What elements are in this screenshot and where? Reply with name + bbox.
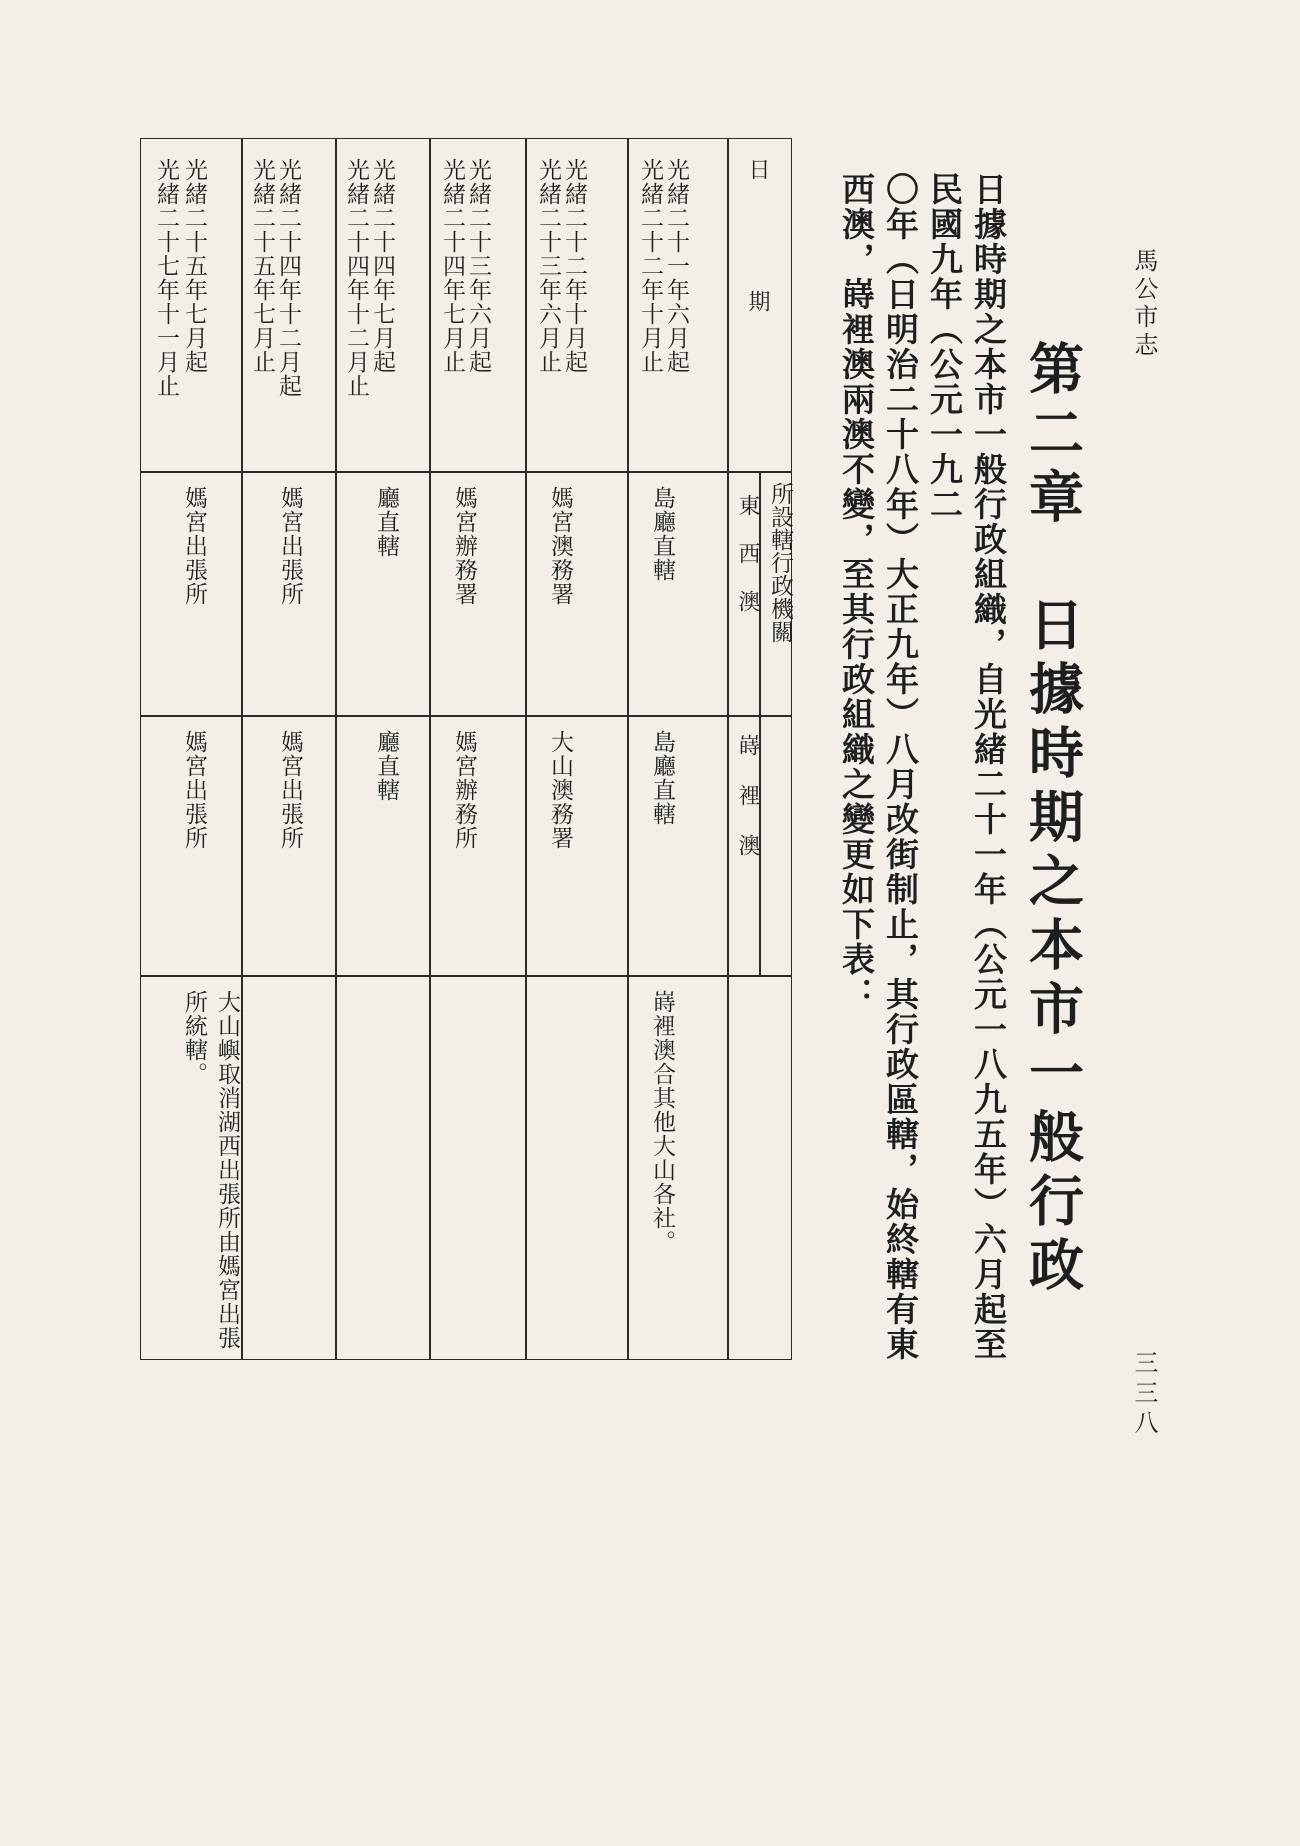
row1-date-end: 光緒二十二年十月止: [637, 158, 663, 374]
row2-date-end: 光緒二十三年六月止: [535, 158, 561, 374]
row3-east-west: 媽宮辦務署: [451, 486, 477, 606]
row6-date-end: 光緒二十七年十一月止: [153, 158, 179, 398]
row4-date-end: 光緒二十四年十二月止: [343, 158, 369, 398]
row3-date-start: 光緒二十三年六月起: [465, 158, 491, 374]
row6-date-start: 光緒二十五年七月起: [181, 158, 207, 374]
row4-shili: 廳直轄: [373, 730, 399, 802]
row5-shili: 媽宮出張所: [277, 730, 303, 850]
header-shili: 嵵裡澳: [735, 734, 760, 884]
intro-paragraph: [834, 172, 1010, 1392]
row6-note: 大山嶼取消湖西出張所由媽宮出張所統轄。: [181, 990, 240, 1350]
row5-date-start: 光緒二十四年十二月起: [275, 158, 301, 398]
book-title: 馬公市志: [1130, 248, 1158, 360]
row1-date-start: 光緒二十一年六月起: [663, 158, 689, 374]
row3-shili: 媽宮辦務所: [451, 730, 477, 850]
chapter-title: 第二章 日據時期之本市一般行政: [1020, 340, 1085, 1300]
bleed-through-texture: [1160, 150, 1190, 1650]
row2-date-start: 光緒二十二年十月起: [561, 158, 587, 374]
row4-date-start: 光緒二十四年七月起: [369, 158, 395, 374]
administration-table: [140, 138, 792, 1360]
page-number: 三三八: [1130, 1350, 1158, 1440]
row6-shili: 媽宮出張所: [181, 730, 207, 850]
row1-shili: 島廳直轄: [649, 730, 675, 826]
intro-line-2: 〇年（日明治二十八年）大正九年）八月改街制止，其行政區轄，始終轄有東西澳，嵵裡澳兩澳不變，至其行政組織之變更如下表：: [837, 172, 920, 1362]
row4-east-west: 廳直轄: [373, 486, 399, 558]
intro-line-1: 日據時期之本市一般行政組織，自光緒二十一年（公元一八九五年）六月起至民國九年（公元一九二: [925, 172, 1008, 1362]
row3-date-end: 光緒二十四年七月止: [439, 158, 465, 374]
row6-east-west: 媽宮出張所: [181, 486, 207, 606]
row1-note: 嵵裡澳合其他大山各社。: [649, 990, 675, 1254]
header-agency-group: 所設轄行政機關: [767, 482, 793, 643]
row1-east-west: 島廳直轄: [649, 486, 675, 582]
header-east-west: 東西澳: [735, 494, 760, 638]
header-date: 日 期: [745, 158, 770, 334]
row2-shili: 大山澳務署: [547, 730, 573, 850]
row5-date-end: 光緒二十五年七月止: [249, 158, 275, 374]
row5-east-west: 媽宮出張所: [277, 486, 303, 606]
row2-east-west: 媽宮澳務署: [547, 486, 573, 606]
